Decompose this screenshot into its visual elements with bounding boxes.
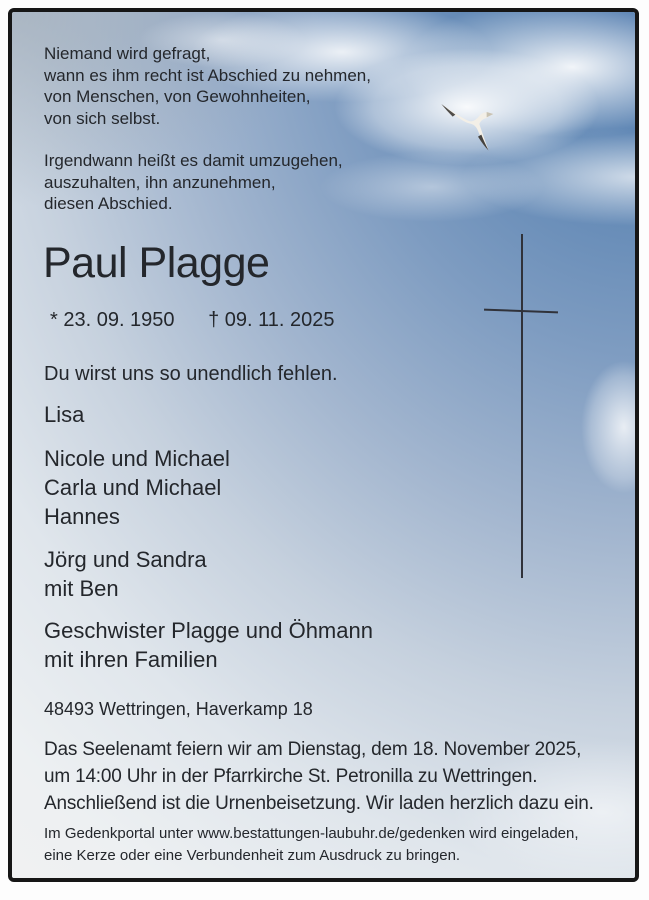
sky-photo-background — [12, 12, 635, 878]
service-line: Anschließend ist die Urnenbeisetzung. Wir laden herzlich dazu ein. — [44, 792, 594, 814]
poem-line: Niemand wird gefragt, — [44, 44, 211, 63]
service-line: Das Seelenamt feiern wir am Dienstag, dem 18. November 2025, — [44, 738, 582, 760]
death-date: † 09. 11. 2025 — [208, 308, 335, 331]
mourner-name: Lisa — [44, 401, 85, 427]
mourner-group — [44, 545, 615, 603]
notice-content — [12, 12, 635, 867]
memorial-portal-note — [44, 823, 615, 867]
obituary-card — [8, 8, 639, 882]
poem — [44, 43, 615, 215]
mourner-group — [44, 444, 615, 531]
poem-stanza-1 — [44, 43, 615, 129]
mourner-name: Carla und Michael — [44, 474, 222, 500]
service-info — [44, 736, 615, 817]
poem-line: von sich selbst. — [44, 108, 161, 128]
memorial-line: Im Gedenkportal unter www.bestattungen-laubuhr.de/gedenken wird eingeladen, — [44, 824, 579, 842]
poem-line: wann es ihm recht ist Abschied zu nehmen, — [44, 65, 371, 85]
mourner-group — [44, 400, 615, 429]
birth-date: * 23. 09. 1950 — [50, 308, 175, 331]
service-line: um 14:00 Uhr in der Pfarrkirche St. Petronilla zu Wettringen. — [44, 765, 538, 787]
poem-stanza-2 — [44, 150, 615, 215]
life-dates — [44, 308, 615, 333]
mourner-name: mit Ben — [44, 575, 119, 601]
poem-line: Irgendwann heißt es damit umzugehen, — [44, 151, 343, 170]
poem-line: von Menschen, von Gewohnheiten, — [44, 87, 311, 106]
address-line: 48493 Wettringen, Haverkamp 18 — [44, 698, 313, 719]
memorial-line: eine Kerze oder eine Verbundenheit zum Ausdruck zu bringen. — [44, 846, 461, 864]
poem-line: auszuhalten, ihn anzunehmen, — [44, 172, 276, 192]
mourner-name: Nicole und Michael — [44, 445, 230, 471]
mourners-list — [44, 400, 615, 674]
mourner-name: Geschwister Plagge und Öhmann — [44, 617, 373, 643]
poem-line: diesen Abschied. — [44, 194, 173, 213]
mourner-group — [44, 616, 615, 674]
deceased-name: Paul Plagge — [43, 238, 270, 287]
mourner-name: mit ihren Familien — [44, 646, 218, 672]
mourner-name: Jörg und Sandra — [44, 546, 207, 572]
mourner-name: Hannes — [44, 503, 120, 529]
farewell-line: Du wirst uns so unendlich fehlen. — [44, 362, 338, 385]
